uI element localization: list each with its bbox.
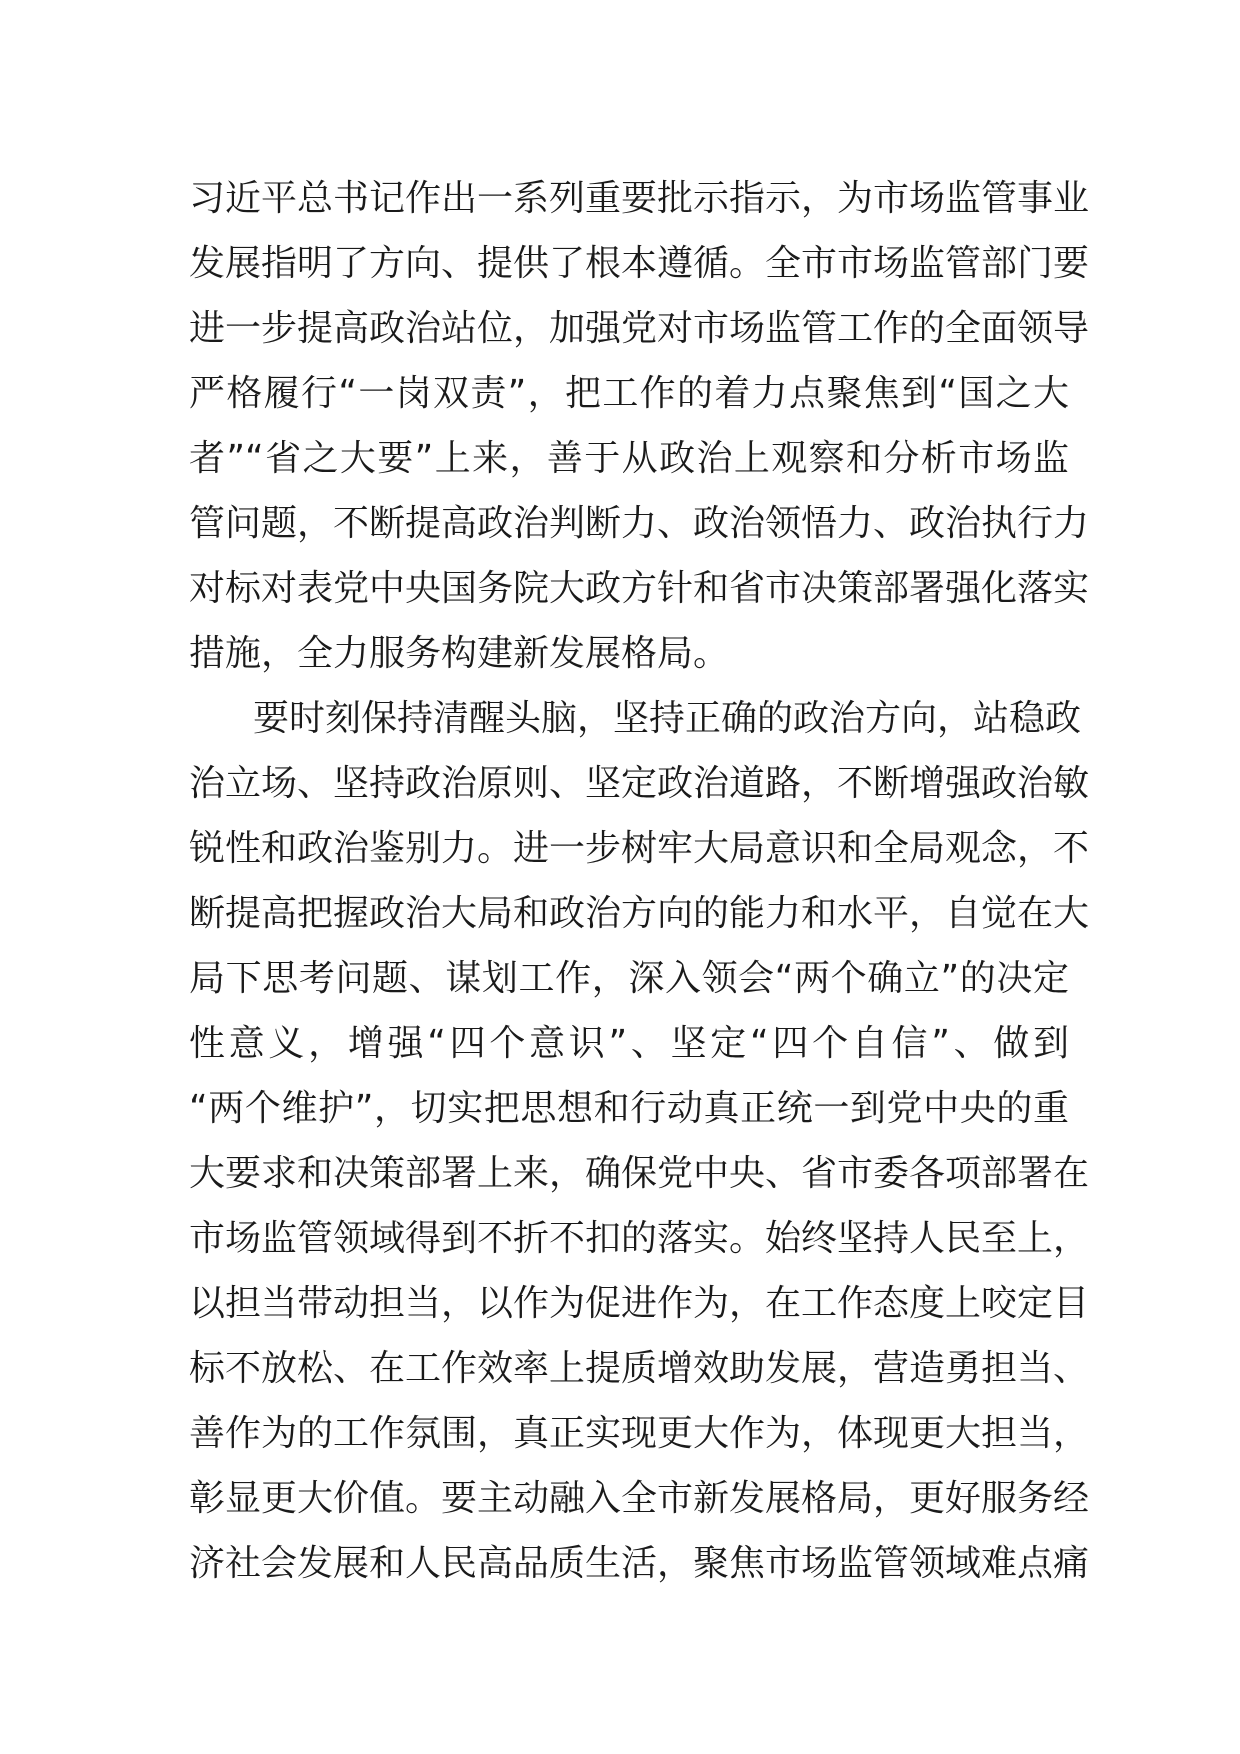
text-line: 标不放松、在工作效率上提质增效助发展，营造勇担当、	[189, 1348, 1090, 1389]
text-line: 彰显更大价值。要主动融入全市新发展格局，更好服务经	[189, 1478, 1090, 1519]
text-line: 断提高把握政治大局和政治方向的能力和水平，自觉在大	[189, 893, 1090, 934]
text-line: 发展指明了方向、提供了根本遵循。全市市场监管部门要	[189, 243, 1090, 284]
text-line: 以担当带动担当，以作为促进作为，在工作态度上咬定目	[189, 1283, 1090, 1324]
text-line: 严格履行“一岗双责”，把工作的着力点聚焦到“国之大	[189, 373, 1069, 414]
text-line: 大要求和决策部署上来，确保党中央、省市委各项部署在	[189, 1153, 1090, 1194]
text-line: 局下思考问题、谋划工作，深入领会“两个确立”的决定	[189, 958, 1069, 999]
text-line: 要时刻保持清醒头脑，坚持正确的政治方向，站稳政	[253, 698, 1082, 739]
text-line: 管问题，不断提高政治判断力、政治领悟力、政治执行力	[189, 503, 1090, 544]
paragraph-1	[189, 166, 1090, 686]
text-line: 者”“省之大要”上来，善于从政治上观察和分析市场监	[189, 438, 1069, 479]
text-line: 济社会发展和人民高品质生活，聚焦市场监管领域难点痛	[189, 1543, 1090, 1584]
text-line: 性意义，增强“四个意识”、坚定“四个自信”、做到	[189, 1023, 1069, 1064]
text-line: 习近平总书记作出一系列重要批示指示，为市场监管事业	[189, 178, 1090, 219]
text-line: 市场监管领域得到不折不扣的落实。始终坚持人民至上，	[189, 1218, 1090, 1259]
text-line: 锐性和政治鉴别力。进一步树牢大局意识和全局观念，不	[189, 828, 1090, 869]
text-line: 对标对表党中央国务院大政方针和省市决策部署强化落实	[189, 568, 1090, 609]
text-line: 进一步提高政治站位，加强党对市场监管工作的全面领导	[189, 308, 1090, 349]
text-line: 治立场、坚持政治原则、坚定政治道路，不断增强政治敏	[189, 763, 1090, 804]
text-line: “两个维护”，切实把思想和行动真正统一到党中央的重	[189, 1088, 1069, 1129]
document-body	[189, 166, 1090, 1596]
paragraph-2	[189, 686, 1090, 1596]
text-line: 善作为的工作氛围，真正实现更大作为，体现更大担当，	[189, 1413, 1090, 1454]
text-line: 措施，全力服务构建新发展格局。	[189, 633, 730, 674]
